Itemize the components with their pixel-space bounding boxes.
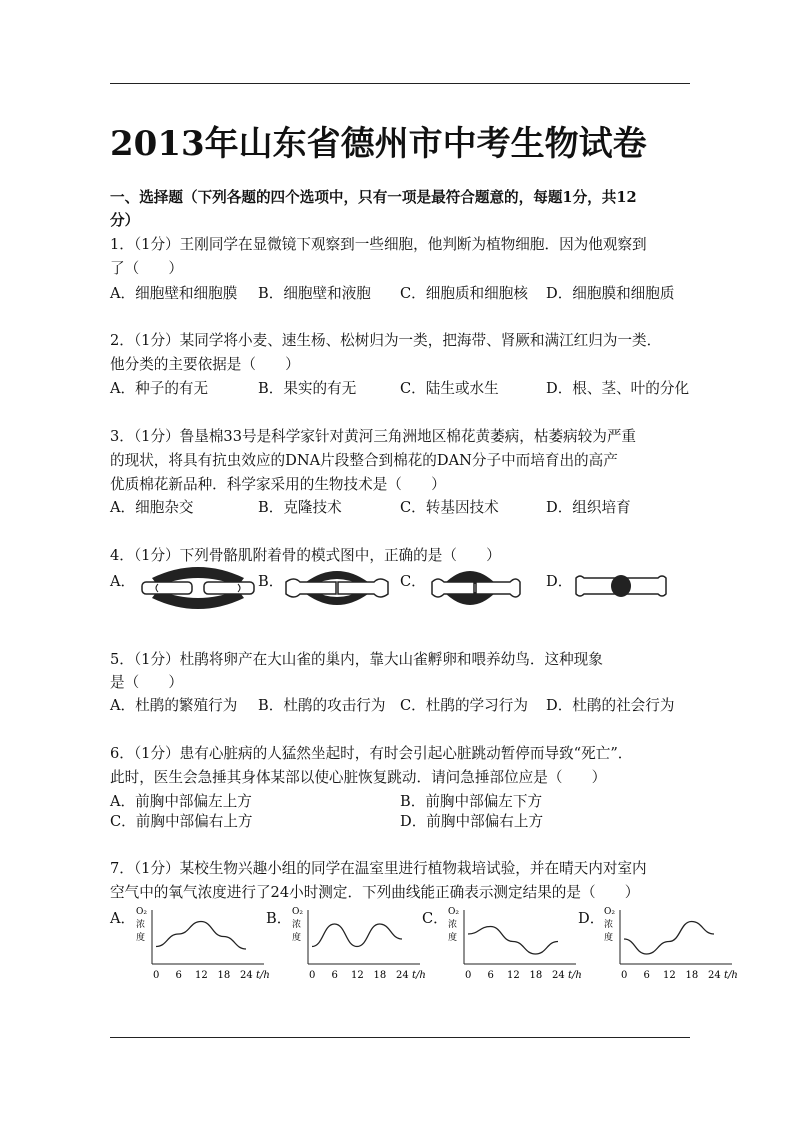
q1-stem: 1．（1分）王刚同学在显微镜下观察到一些细胞，他判断为植物细胞．因为他观察到	[110, 236, 647, 253]
q1-option-c: C．细胞质和细胞核	[400, 285, 528, 302]
y-axis-label: O₂	[292, 907, 303, 917]
q4-option-d: D．	[546, 573, 573, 590]
o2-graph-c	[446, 904, 596, 984]
q7-option-c: C．	[422, 910, 448, 927]
q2-option-a: A．种子的有无	[110, 380, 209, 397]
x-tick-label: 6	[487, 970, 494, 981]
q2-stem-cont: 他分类的主要依据是（ ）	[110, 356, 300, 373]
x-tick-label: 24	[708, 970, 721, 981]
bone-muscle-diagram-b	[284, 562, 390, 614]
x-tick-label: 12	[351, 970, 364, 981]
o2-graph-d	[602, 904, 752, 984]
x-tick-label: 0	[621, 970, 628, 981]
q1-option-a: A．细胞壁和细胞膜	[110, 285, 238, 302]
section-heading: 一、选择题（下列各题的四个选项中，只有一项是最符合题意的，每题1分，共12	[110, 189, 637, 206]
page-title: 2013年山东省德州市中考生物试卷	[110, 124, 647, 164]
q5-option-d: D．杜鹃的社会行为	[546, 697, 675, 714]
y-axis-label: 浓	[136, 920, 146, 930]
y-axis-label: 度	[136, 933, 146, 943]
q6-option-c: C．前胸中部偏右上方	[110, 813, 253, 830]
q7-option-d: D．	[578, 910, 605, 927]
q1-stem-cont: 了（ ）	[110, 260, 183, 277]
q5-stem: 5．（1分）杜鹃将卵产在大山雀的巢内，靠大山雀孵卵和喂养幼鸟．这种现象	[110, 651, 603, 668]
x-tick-label: 18	[529, 970, 543, 981]
q4-option-b: B．	[258, 573, 284, 590]
x-tick-label: 12	[507, 970, 520, 981]
y-axis-label: 浓	[604, 920, 614, 930]
q2-option-c: C．陆生或水生	[400, 380, 499, 397]
y-axis-label: O₂	[604, 907, 615, 917]
bone-muscle-diagram-a	[138, 562, 258, 614]
q7-stem-cont: 空气中的氧气浓度进行了24小时测定．下列曲线能正确表示测定结果的是（ ）	[110, 884, 640, 901]
x-axis-unit: t/h	[256, 970, 270, 981]
x-tick-label: 18	[685, 970, 699, 981]
q3-option-a: A．细胞杂交	[110, 499, 194, 516]
q6-stem: 6．（1分）患有心脏病的人猛然坐起时，有时会引起心脏跳动暂停而导致“死亡”．	[110, 745, 633, 762]
y-axis-label: O₂	[448, 907, 459, 917]
q3-option-b: B．克隆技术	[258, 499, 342, 516]
o2-curve	[312, 924, 402, 947]
q5-option-b: B．杜鹃的攻击行为	[258, 697, 386, 714]
bone-muscle-diagram-d	[574, 566, 668, 606]
o2-curve	[156, 922, 246, 950]
q5-option-c: C．杜鹃的学习行为	[400, 697, 528, 714]
o2-curve	[624, 922, 714, 955]
x-tick-label: 0	[309, 970, 316, 981]
y-axis-label: 浓	[292, 920, 302, 930]
section-heading-cont: 分）	[110, 212, 140, 229]
x-tick-label: 0	[153, 970, 160, 981]
q2-option-d: D．根、茎、叶的分化	[546, 380, 690, 397]
o2-graph-b	[290, 904, 440, 984]
bottom-rule	[110, 1037, 690, 1038]
y-axis-label: 浓	[448, 920, 458, 930]
y-axis-label: 度	[604, 933, 614, 943]
x-tick-label: 18	[373, 970, 387, 981]
q4-option-a: A．	[110, 573, 136, 590]
q3-stem-cont1: 的现状，将具有抗虫效应的DNA片段整合到棉花的DAN分子中而培育出的高产	[110, 452, 618, 469]
q7-option-a: A．	[110, 910, 136, 927]
top-rule	[110, 83, 690, 84]
y-axis-label: 度	[448, 933, 458, 943]
x-tick-label: 24	[240, 970, 253, 981]
q6-option-d: D．前胸中部偏右上方	[400, 813, 544, 830]
q2-stem: 2．（1分）某同学将小麦、速生杨、松树归为一类，把海带、肾厥和满江红归为一类．	[110, 332, 662, 349]
o2-curve	[468, 927, 558, 955]
x-tick-label: 12	[663, 970, 676, 981]
q7-option-b: B．	[266, 910, 292, 927]
q5-option-a: A．杜鹃的繁殖行为	[110, 697, 238, 714]
q3-option-c: C．转基因技术	[400, 499, 499, 516]
q6-stem-cont: 此时，医生会急捶其身体某部以使心脏恢复跳动．请问急捶部位应是（ ）	[110, 769, 607, 786]
x-tick-label: 24	[552, 970, 565, 981]
q6-option-a: A．前胸中部偏左上方	[110, 793, 252, 810]
q3-option-d: D．组织培育	[546, 499, 631, 516]
q7-stem: 7．（1分）某校生物兴趣小组的同学在温室里进行植物栽培试验，并在晴天内对室内	[110, 860, 647, 877]
x-axis-unit: t/h	[724, 970, 738, 981]
x-axis-unit: t/h	[568, 970, 582, 981]
x-tick-label: 12	[195, 970, 208, 981]
x-tick-label: 18	[217, 970, 231, 981]
q3-stem: 3．（1分）鲁垦棉33号是科学家针对黄河三角洲地区棉花黄萎病，枯萎病较为严重	[110, 428, 637, 445]
q1-option-d: D．细胞膜和细胞质	[546, 285, 675, 302]
x-tick-label: 6	[331, 970, 338, 981]
q3-stem-cont2: 优质棉花新品种．科学家采用的生物技术是（ ）	[110, 476, 446, 493]
x-tick-label: 24	[396, 970, 409, 981]
o2-graph-a	[134, 904, 284, 984]
x-tick-label: 0	[465, 970, 472, 981]
y-axis-label: O₂	[136, 907, 147, 917]
x-axis-unit: t/h	[412, 970, 426, 981]
x-tick-label: 6	[175, 970, 182, 981]
q6-option-b: B．前胸中部偏左下方	[400, 793, 543, 810]
q4-option-c: C．	[400, 573, 426, 590]
bone-muscle-diagram-c	[430, 562, 522, 614]
x-tick-label: 6	[643, 970, 650, 981]
y-axis-label: 度	[292, 933, 302, 943]
q4-stem: 4．（1分）下列骨骼肌附着骨的模式图中，正确的是（ ）	[110, 547, 501, 564]
q1-option-b: B．细胞壁和液胞	[258, 285, 371, 302]
q5-stem-cont: 是（ ）	[110, 674, 183, 691]
q2-option-b: B．果实的有无	[258, 380, 357, 397]
